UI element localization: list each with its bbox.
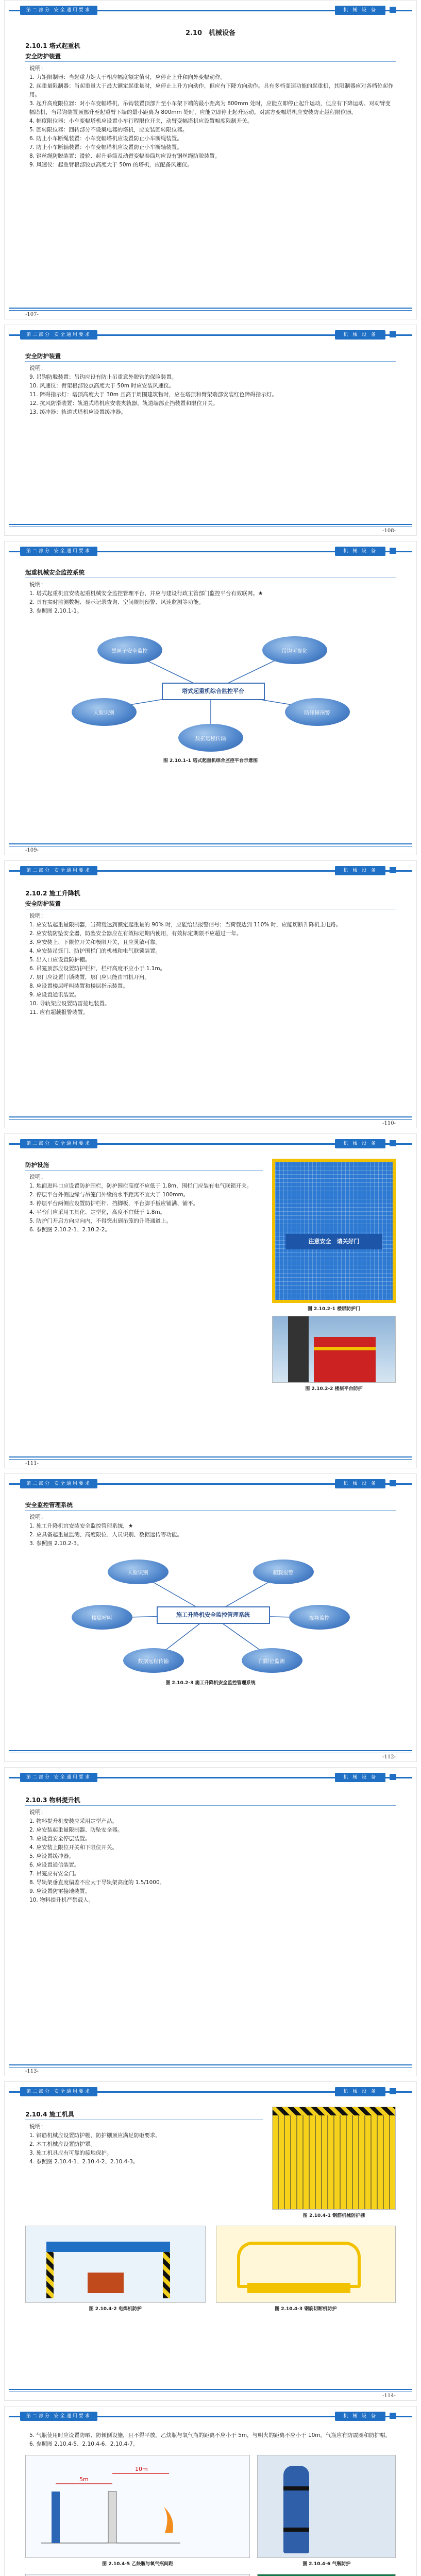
list-item: 2. 停层平台外侧边缘与吊笼门外缘的水平距离不宜大于 100mm。 [29, 1192, 189, 1198]
note-label: 说明： [29, 581, 46, 588]
mindmap-node: 门限位监测 [242, 1648, 302, 1673]
cylinder-storage-photo [25, 2574, 250, 2576]
figure-caption: 图 2.10.2-3 施工升降机安全监控管理系统 [165, 1681, 256, 1686]
note-label: 说明： [29, 2123, 46, 2130]
header-left-tag: 第二部分 安全通用要求 [20, 1479, 97, 1488]
list-item: 2. 应安装防坠安全器，防坠安全器应在有效标定期内使用，有效标定期限不应超过一年。 [29, 930, 242, 937]
list-item: 8. 应设置楼层呼叫装置和楼层指示装置。 [29, 983, 128, 989]
subsection-title: 2.10.2 施工升降机 [25, 890, 80, 897]
list-item: 4. 幅度限位器：小车变幅塔机应设置小车行程限位开关，动臂变幅塔机应设置幅度限制开关。 [29, 118, 253, 124]
page-number: -113- [25, 2069, 39, 2074]
list-item: 5. 回转限位器：回转部分不设集电器的塔机，应安装回转限位器。 [29, 127, 188, 133]
header-left-tag: 第二部分 安全通用要求 [20, 2087, 97, 2096]
list-item: 7. 吊笼应有安全门。 [29, 1871, 80, 1877]
list-item: 3. 施工机具应有可靠的接地保护。 [29, 2150, 112, 2156]
page-header [5, 1474, 416, 1497]
note-label: 说明： [29, 365, 46, 371]
list-item: 10. 物料提升机严禁载人。 [29, 1897, 94, 1903]
floor-gate-photo [272, 1159, 396, 1303]
header-left-tag: 第二部分 安全通用要求 [20, 547, 97, 556]
header-left-tag: 第二部分 安全通用要求 [20, 330, 97, 340]
list-item: 3. 应安装上、下限位开关和极限开关，且应灵敏可靠。 [29, 939, 161, 945]
header-left-tag: 第二部分 安全通用要求 [20, 2412, 97, 2421]
header-right-tag: 机 械 设 备 [335, 1773, 385, 1782]
list-item: 5. 应设置缓冲器。 [29, 1853, 74, 1859]
cylinder-guard-photo [257, 2455, 396, 2558]
mindmap-node: 数据远程传输 [123, 1648, 184, 1673]
topic-title: 安全防护装置 [25, 900, 61, 907]
mindmap-node: 防碰撞预警 [285, 698, 350, 726]
page-number: -109- [25, 848, 39, 853]
page-number: -111- [25, 1461, 39, 1466]
mindmap-node: 人脸识别 [72, 698, 137, 726]
header-right-tag: 机 械 设 备 [335, 2087, 385, 2096]
list-item: 11. 应有超载报警装置。 [29, 1009, 89, 1015]
list-item: 2. 具有实时监测数据、显示记录查询、空间限制预警、风速监测等功能。 [29, 599, 204, 605]
page-107 [4, 0, 417, 319]
page-header [5, 1134, 416, 1157]
list-item: 8. 钢丝绳防脱装置：滑轮、起升卷筒及动臂变幅卷筒均应设有钢丝绳防脱装置。 [29, 153, 221, 159]
list-item: 1. 应安装起重量限制器，当荷载达到额定起重量的 90% 时，应能给出报警信号；当荷载达到 110% 时，应能切断升降机主电路。 [29, 922, 342, 928]
note-label: 说明： [29, 1174, 46, 1180]
mindmap-node: 人脸识别 [108, 1560, 169, 1584]
list-item: 10. 导轨架应设置防雷接地装置。 [29, 1001, 110, 1007]
platform-protection-photo [272, 1316, 396, 1383]
list-item: 1. 施工升降机宜安装安全监控管理系统，★ [29, 1523, 133, 1529]
list-item: 4. 平台门应采用工具化、定型化，高度不宜低于 1.8m。 [29, 1209, 166, 1215]
tower-crane-monitoring-mindmap [66, 621, 355, 755]
page-footer [5, 303, 416, 319]
subsection-title: 2.10.4 施工机具 [25, 2111, 74, 2118]
page-footer [5, 2060, 416, 2076]
figure-caption: 图 2.10.2-1 楼层防护门 [307, 1307, 361, 1312]
list-item: 1. 钢筋机械应设置防护棚，防护棚顶应满足防砸要求。 [29, 2132, 161, 2139]
rebar-shed-photo [272, 2107, 396, 2210]
figure-caption: 图 2.10.4-1 钢筋机械防护棚 [302, 2213, 365, 2218]
list-item: 10. 风速仪：臂架根部铰点高度大于 50m 时应安装风速仪。 [29, 383, 175, 389]
header-right-tag: 机 械 设 备 [335, 866, 385, 875]
list-item: 2. 起重量限制器：当起重量大于最大额定起重量时，应停止上升方向动作，但应有下降方向动作。具有多档变速功能的起重机，其限制器应对各档位起作用。 [29, 83, 394, 98]
list-item: 4. 应安装上限位开关和下限位开关。 [29, 1844, 117, 1851]
list-item: 6. 参照图 2.10.2-1、2.10.2-2。 [29, 1227, 110, 1233]
page-footer [5, 1746, 416, 1761]
page-footer [5, 839, 416, 855]
list-item: 5. 气瓶使用时应设置防晒、防倾倒设施，且不得平放。乙炔瓶与氧气瓶的距离不应小于 5m，与明火的距离不应小于 10m。气瓶应有防震圈和防护帽。 [29, 2432, 391, 2438]
header-right-tag: 机 械 设 备 [335, 1479, 385, 1488]
page-112 [4, 1473, 417, 1762]
mindmap-center: 塔式起重机综合监控平台 [162, 683, 265, 700]
gate-sign: 注意安全 请关好门 [285, 1234, 382, 1249]
list-item: 6. 吊笼顶部应设置防护栏杆，栏杆高度不应小于 1.1m。 [29, 965, 166, 972]
cutter-protection-photo [216, 2226, 396, 2303]
list-item: 5. 防护门开启方向应向内，不得突出到吊笼的升降通道上。 [29, 1218, 172, 1224]
list-item: 2. 木工机械应设置防护罩。 [29, 2141, 96, 2147]
page-header [5, 541, 416, 564]
cylinder-distance-diagram [25, 2455, 250, 2558]
mindmap-node: 吊钩可视化 [262, 636, 327, 664]
page-number: -107- [25, 312, 39, 317]
welder-protection-photo [25, 2226, 206, 2303]
list-item: 3. 参照图 2.10.1-1。 [29, 608, 82, 614]
list-item: 9. 应设置防雷接地装置。 [29, 1888, 91, 1894]
page-110 [4, 860, 417, 1128]
page-number: -110- [382, 1121, 396, 1126]
page-108 [4, 325, 417, 536]
mindmap-node: 视频监控 [289, 1605, 350, 1630]
page-111 [4, 1133, 417, 1468]
hoist-monitoring-mindmap [66, 1553, 355, 1677]
list-item: 6. 防止小车断绳装置：小车变幅塔机应设置防止小车断绳装置。 [29, 135, 182, 142]
page-number: -112- [382, 1754, 396, 1760]
distance-diagram [26, 2455, 249, 2558]
figure-caption: 图 2.10.2-2 楼层平台防护 [305, 1386, 363, 1392]
list-item: 7. 防止小车断轴装置：小车变幅塔机应设置防止小车断轴装置。 [29, 144, 182, 150]
header-right-tag: 机 械 设 备 [335, 6, 385, 15]
list-item: 7. 层门应设置门锁装置，层门应只能由司机开启。 [29, 974, 150, 980]
figure-caption: 图 2.10.4-3 钢筋切断机防护 [275, 2307, 337, 2312]
topic-title: 安全监控管理系统 [25, 1501, 73, 1509]
mindmap-node: 楼层呼叫 [72, 1605, 132, 1630]
list-item: 6. 应设置通信装置。 [29, 1862, 80, 1868]
figure-caption: 图 2.10.4-6 气瓶防护 [302, 2562, 351, 2567]
page-number: -114- [382, 2393, 396, 2399]
figure-caption: 图 2.10.4-5 乙炔瓶与氧气瓶间距 [102, 2562, 174, 2567]
list-item: 9. 风速仪：起重臂根部铰点高度大于 50m 的塔机，应配备风速仪。 [29, 162, 193, 168]
note-label: 说明： [29, 1514, 46, 1520]
list-item: 6. 参照图 2.10.4-5、2.10.4-6、2.10.4-7。 [29, 2441, 139, 2447]
topic-title: 防护设施 [25, 1161, 49, 1168]
page-footer [5, 1452, 416, 1468]
page-footer [5, 2385, 416, 2400]
list-item: 9. 应设置通讯装置。 [29, 992, 80, 998]
header-left-tag: 第二部分 安全通用要求 [20, 866, 97, 875]
distance-label: 10m [135, 2466, 148, 2472]
mindmap-node: 数据远程传输 [178, 724, 243, 752]
page-header [5, 2082, 416, 2105]
acetylene-cage-photo [257, 2574, 396, 2576]
page-header [5, 1, 416, 23]
list-item: 8. 导轨架垂直度偏差不应大于导轨架高度的 1.5/1000。 [29, 1879, 165, 1886]
note-label: 说明： [29, 1809, 46, 1816]
list-item: 1. 塔式起重机宜安装起重机械安全监控管理平台，并应与建设行政主管部门监控平台有效联网。★ [29, 590, 263, 597]
page-115 [4, 2406, 417, 2576]
list-item: 11. 障碍指示灯：塔顶高度大于 30m 且高于周围建筑物时，应在塔顶和臂架端部安装红色障碍指示灯。 [29, 392, 277, 398]
list-item: 2. 应安装起重量限制器、防坠安全器。 [29, 1827, 123, 1833]
figure-caption: 图 2.10.1-1 塔式起重机综合监控平台示意图 [163, 758, 258, 764]
mindmap-node: 黑匣子安全监控 [97, 636, 162, 664]
note-label: 说明： [29, 912, 46, 919]
list-item: 4. 应安装吊笼门、防护围栏门的机械和电气联锁装置。 [29, 948, 161, 954]
distance-label: 5m [79, 2476, 89, 2483]
list-item: 9. 吊钩防脱装置：吊钩应设有防止吊重意外脱钩的保险装置。 [29, 374, 177, 380]
list-item: 5. 出入口应设置防护棚。 [29, 957, 91, 963]
topic-title: 安全防护装置 [25, 53, 61, 60]
header-right-tag: 机 械 设 备 [335, 1139, 385, 1148]
list-item: 1. 地面进料口应设置防护围栏，防护围栏高度不应低于 1.8m，围栏门应装有电气联锁开关。 [29, 1183, 252, 1189]
list-item: 3. 停层平台两侧应设置防护栏杆、挡脚板，平台脚手板应铺满、铺平。 [29, 1200, 199, 1207]
page-number: -108- [382, 528, 396, 534]
page-footer [5, 520, 416, 535]
header-left-tag: 第二部分 安全通用要求 [20, 1773, 97, 1782]
subsection-title: 2.10.1 塔式起重机 [25, 42, 80, 49]
header-right-tag: 机 械 设 备 [335, 2412, 385, 2421]
page-109 [4, 541, 417, 855]
header-right-tag: 机 械 设 备 [335, 330, 385, 340]
subsection-title: 2.10.3 物料提升机 [25, 1797, 80, 1804]
list-item: 3. 参照图 2.10.2-3。 [29, 1540, 82, 1547]
mindmap-center: 施工升降机安全监控管理系统 [157, 1606, 270, 1624]
section-title: 2.10 机械设备 [185, 29, 236, 37]
list-item: 13. 缓冲器：轨道式塔机应设置缓冲器。 [29, 409, 127, 415]
header-right-tag: 机 械 设 备 [335, 547, 385, 556]
page-header [5, 325, 416, 348]
page-header [5, 861, 416, 884]
page-header [5, 1768, 416, 1790]
figure-caption: 图 2.10.4-2 电焊机防护 [89, 2307, 142, 2312]
note-label: 说明： [29, 65, 46, 72]
list-item: 12. 抗风防滑装置：轨道式塔机应安装夹轨器、轨道端部止挡装置和限位开关。 [29, 400, 218, 406]
list-item: 1. 物料提升机安装应采用定型产品。 [29, 1818, 117, 1824]
list-item: 1. 力矩限制器：当起重力矩大于相应幅度额定值时，应停止上升和向外变幅动作。 [29, 74, 226, 80]
page-114 [4, 2081, 417, 2401]
page-113 [4, 1767, 417, 2076]
header-left-tag: 第二部分 安全通用要求 [20, 6, 97, 15]
list-item: 3. 起升高度限位器：对小车变幅塔机，吊钩装置顶部升至小车架下端的最小距离为 800mm 处时，应能立即停止起升运动，但应有下降运动。对动臂变幅塔机，当吊钩装置顶部升至起重臂下端的最小距离为 800mm 处时，应能立即停止起升运动。对需方变幅塔机应安装防止越程限位器。 [29, 100, 391, 115]
page-header [5, 2406, 416, 2429]
list-item: 2. 应具备起重量监测、高度限位、人员识别、数据远传等功能。 [29, 1532, 182, 1538]
mindmap-node: 超载报警 [253, 1560, 314, 1584]
topic-title: 起重机械安全监控系统 [25, 569, 85, 576]
topic-title: 安全防护装置 [25, 352, 61, 360]
page-footer [5, 1112, 416, 1128]
list-item: 4. 参照图 2.10.4-1、2.10.4-2、2.10.4-3。 [29, 2159, 139, 2165]
header-left-tag: 第二部分 安全通用要求 [20, 1139, 97, 1148]
list-item: 3. 应设置安全停层装置。 [29, 1836, 91, 1842]
